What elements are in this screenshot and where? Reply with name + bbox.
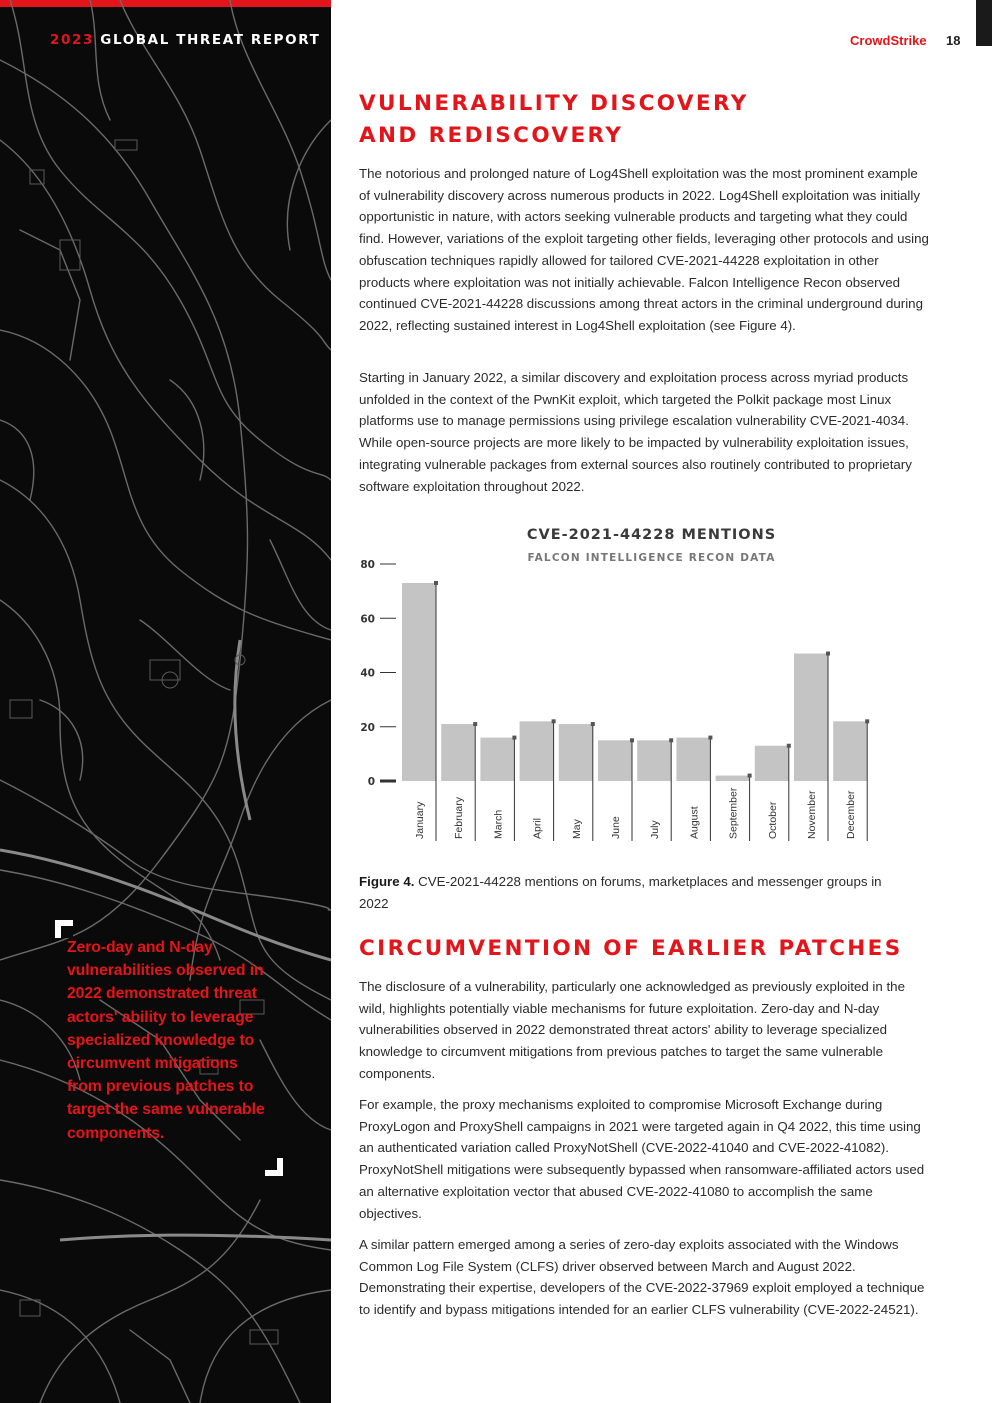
bar-marker — [748, 774, 752, 778]
bar — [637, 740, 671, 781]
bar — [441, 724, 475, 781]
x-tick-label: May — [570, 819, 583, 839]
y-tick-label: 80 — [360, 559, 375, 571]
report-year: 2023 — [50, 32, 94, 48]
y-tick-label: 0 — [367, 776, 375, 788]
x-tick-label: January — [414, 801, 426, 839]
pull-quote — [55, 920, 285, 1178]
bar-marker — [552, 719, 556, 723]
x-tick-label: February — [453, 796, 466, 839]
chart-subtitle: FALCON INTELLIGENCE RECON DATA — [527, 552, 776, 564]
x-tick-label: August — [688, 806, 701, 839]
sidebar-panel — [0, 0, 331, 1403]
bar-marker — [630, 738, 634, 742]
x-tick-label: September — [727, 787, 740, 839]
bar-marker — [865, 719, 869, 723]
bar — [520, 721, 554, 781]
y-tick-label: 40 — [360, 667, 375, 680]
bar — [716, 776, 750, 781]
figure-label: Figure 4. — [359, 874, 415, 889]
section-heading-circumvention: CIRCUMVENTION OF EARLIER PATCHES — [359, 936, 903, 961]
body-paragraph: Starting in January 2022, a similar discovery and exploitation process across myriad products unfolded in the context of the PwnKit exploit, which targeted the Polkit package most Linux platforms use to manage permissions using privilege escalation vulnerability CVE-2021-4034. While open-source projects are more likely to be impacted by vulnerability exploitation issues, integrating vulnerable packages from external sources also routinely contributed to proprietary software exploitation throughout 2022. — [359, 370, 912, 494]
report-title-text: GLOBAL THREAT REPORT — [100, 32, 321, 48]
figure-caption-text: CVE-2021-44228 mentions on forums, marketplaces and messenger groups in 2022 — [359, 874, 882, 911]
report-title — [50, 32, 320, 48]
chart-title: CVE-2021-44228 MENTIONS — [526, 527, 777, 543]
body-paragraph: A similar pattern emerged among a series of zero-day exploits associated with the Windows Common Log File System (CLFS) driver observed between March and August 2022. Demonstrating their expertise, developers of the CVE-2022-37969 exploit employed a technique to identify and bypass mitigations intended for an earlier CLFS vulnerability (CVE-2022-24521). — [359, 1237, 925, 1318]
body-paragraph: The disclosure of a vulnerability, particularly one acknowledged as previously exploited in the wild, highlights potentially viable mechanisms for future exploitation. Zero-day and N-day vulnerabilities observed in 2022 demonstrated threat actors' ability to leverage specialized knowledge to circumvent mitigations from previous patches to target the same vulnerable components. — [359, 979, 905, 1081]
body-paragraph: For example, the proxy mechanisms exploited to compromise Microsoft Exchange during ProxyLogon and ProxyShell campaigns in 2021 were targeted again in Q4 2022, this time using an authenticated variation called ProxyNotShell (CVE-2022-41040 and CVE-2022-41082). ProxyNotShell mitigations were subsequently bypassed when ransomware-affiliated actors used an alternative exploitation vector that abused CVE-2022-41080 to accomplish the same objectives. — [359, 1097, 925, 1221]
bar-marker — [512, 736, 516, 740]
bar — [480, 738, 514, 781]
page-tab — [976, 0, 992, 46]
bar-marker — [591, 722, 595, 726]
pull-quote-text: Zero-day and N-day vulnerabilities observed in 2022 demonstrated threat actors' ability to leverage specialized knowledge to circumvent mitigations from previous patches to target the same vulnerable components. — [67, 939, 265, 1142]
x-tick-label: November — [806, 790, 818, 839]
bar — [559, 724, 593, 781]
bar — [598, 740, 632, 781]
bar-marker — [787, 744, 791, 748]
bar-chart — [355, 555, 895, 855]
x-tick-label: June — [610, 816, 622, 839]
heading-line: VULNERABILITY DISCOVERY — [359, 91, 749, 116]
body-paragraph: The notorious and prolonged nature of Log4Shell exploitation was the most prominent example of vulnerability discovery across numerous products in 2022. Log4Shell exploitation was initially opportunistic in nature, with actors seeking vulnerable products and targeting what they could find. However, variations of the exploit targeting other fields, leveraging other protocols and using obfuscation techniques rapidly allowed for tailored CVE-2021-44228 exploitation in other products where exploitation was not initially achievable. Falcon Intelligence Recon observed continued CVE-2021-44228 discussions among threat actors in the criminal underground during 2022, reflecting sustained interest in Log4Shell exploitation (see Figure 4). — [359, 166, 929, 333]
quote-corner-bottom-right — [265, 1158, 283, 1176]
street-map-background — [0, 0, 331, 1403]
brand-logo: CrowdStrike — [850, 33, 927, 48]
bar-marker — [708, 736, 712, 740]
bar — [676, 738, 710, 781]
x-tick-label: March — [492, 809, 505, 839]
x-tick-label: October — [766, 801, 779, 839]
y-tick-label: 20 — [360, 721, 375, 734]
bar — [794, 654, 828, 781]
x-tick-label: December — [845, 790, 858, 839]
heading-line: AND REDISCOVERY — [359, 123, 624, 148]
page-number: 18 — [946, 33, 961, 48]
bar-marker — [669, 738, 673, 742]
section-heading-vulnerability-discovery — [359, 88, 749, 152]
bar — [755, 746, 789, 781]
bar-marker — [473, 722, 477, 726]
figure-caption — [359, 871, 899, 914]
x-tick-label: April — [531, 817, 544, 839]
bar-marker — [826, 652, 830, 656]
x-tick-label: July — [649, 820, 662, 839]
bar — [402, 583, 436, 781]
bar-marker — [434, 581, 438, 585]
y-tick-label: 60 — [360, 613, 375, 626]
bar — [833, 721, 867, 781]
